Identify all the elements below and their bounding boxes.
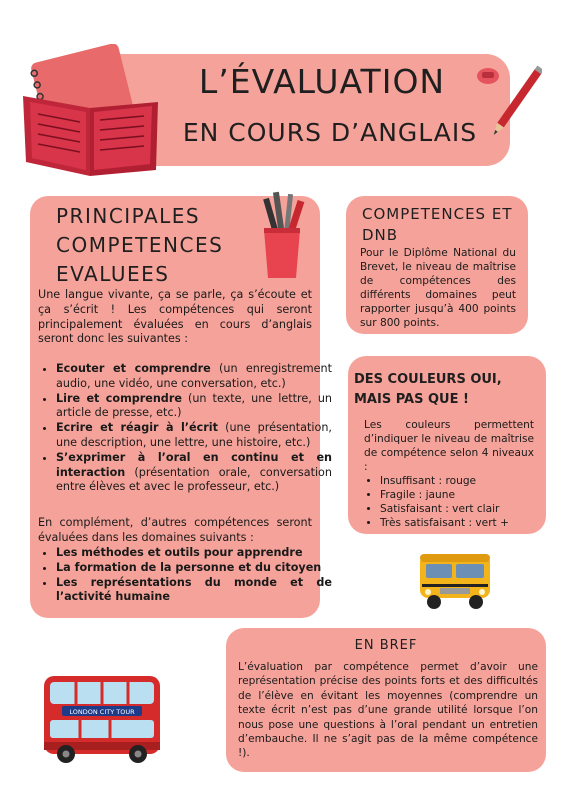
list-item: • Fragile : jaune [380, 488, 550, 502]
skills-list [38, 362, 332, 495]
competences-heading: PRINCIPALES COMPETENCES EVALUEES [56, 204, 224, 286]
complement-text: En complément, d’autres compétences seront évaluées dans les domaines suivants : [38, 516, 312, 544]
list-item [56, 421, 332, 451]
list-item: • Les méthodes et outils pour apprendre [56, 546, 332, 561]
skill-name: Ecrire et réagir à l’écrit [56, 421, 218, 435]
list-item: • Très satisfaisant : vert + [380, 516, 550, 530]
summary-text: L’évaluation par compétence permet d’avoir une représentation précise des points forts et des difficultés de l’élève en évitant les moyennes (comprendre un texte écrit n’est pas d’une grande utilité lorsque l’on nous pose une questions à l’oral pendant un entretien d’embauche. Il ne s’agit pas de la même compétence !). [238, 661, 538, 760]
list-item: • Insuffisant : rouge [380, 474, 550, 488]
list-item [56, 451, 332, 495]
skill-name: S’exprimer à l’oral en continu et en interaction [56, 450, 332, 479]
london-bus-icon [40, 666, 166, 766]
pencil-icon [476, 58, 542, 148]
dnb-heading: COMPETENCES ET DNB [362, 205, 513, 244]
list-item: • La formation de la personne et du citoyen [56, 561, 332, 576]
levels-list [364, 474, 550, 530]
page-subtitle: EN COURS D’ANGLAIS [182, 118, 478, 147]
dnb-card [346, 196, 528, 334]
skill-detail: (une présentation, une description, une lettre, une histoire, etc.) [56, 421, 332, 449]
competences-intro: Une langue vivante, ça se parle, ça s’écoute et ça s’écrit ! Les compétences qui seront principalement évaluées en cours d’anglais seront donc les suivantes : [38, 288, 312, 346]
skill-name: Lire et comprendre [56, 391, 182, 405]
notebook-icon [18, 44, 168, 184]
school-bus-icon [414, 546, 496, 612]
dnb-text: Pour le Diplôme National du Brevet, le niveau de maîtrise de compétences des différents domaines peut rapporter jusqu’à 400 points sur 800 points. [360, 247, 516, 329]
summary-card [226, 628, 546, 772]
skill-name: Ecouter et comprendre [56, 362, 211, 375]
domains-list [38, 546, 332, 605]
pen-cup-icon [252, 190, 312, 282]
bus-sign: LONDON CITY TOUR [69, 708, 135, 716]
list-item [56, 392, 332, 422]
colors-card [348, 356, 546, 534]
list-item [56, 362, 332, 392]
list-item: • Satisfaisant : vert clair [380, 502, 550, 516]
colors-text: Les couleurs permettent d’indiquer le niveau de maîtrise de compétence selon 4 niveaux : [364, 419, 534, 473]
list-item: • Les représentations du monde et de l’activité humaine [56, 576, 332, 606]
skill-detail: (présentation orale, conversation entre élèves et avec le professeur, etc.) [56, 465, 332, 494]
skill-detail: (un texte, une lettre, un article de presse, etc.) [56, 391, 332, 420]
skill-detail: (un enregistrement audio, une vidéo, une conversation, etc.) [56, 362, 332, 390]
colors-heading: DES COULEURS OUI, MAIS PAS QUE ! [354, 372, 502, 407]
summary-heading: EN BREF [354, 638, 418, 653]
page-title: L’ÉVALUATION [198, 62, 446, 101]
